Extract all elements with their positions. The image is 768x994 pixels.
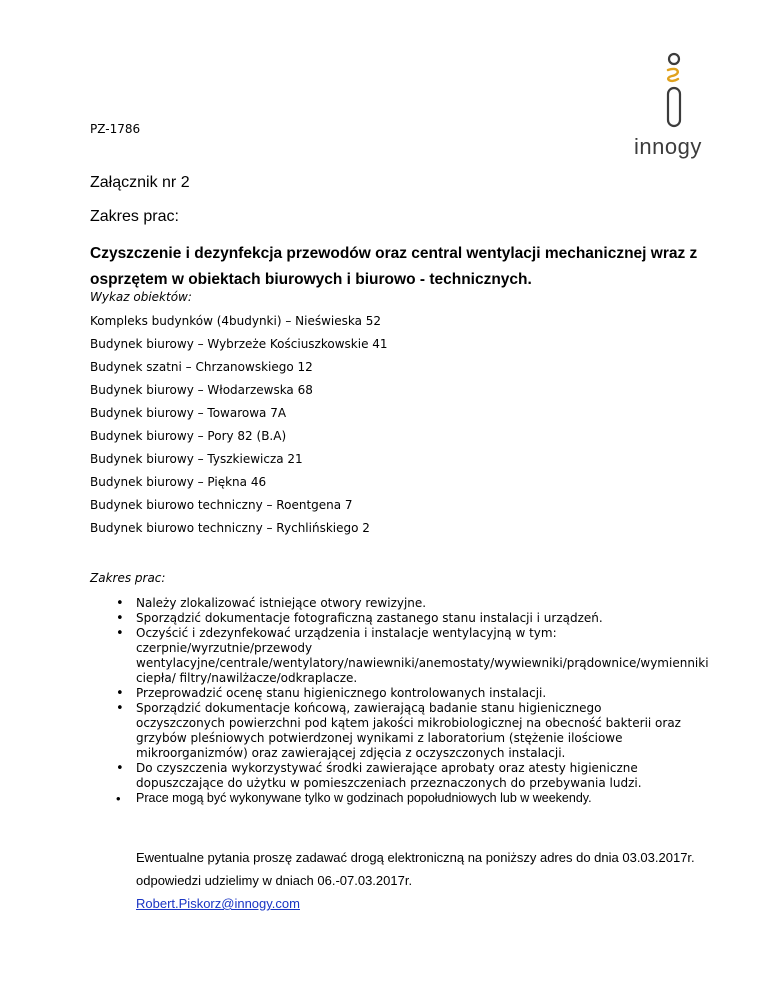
annex-number: Załącznik nr 2	[90, 174, 190, 191]
list-item: Budynek szatni – Chrzanowskiego 12	[90, 360, 313, 374]
footer-note	[136, 846, 696, 915]
list-item: Budynek biurowy – Piękna 46	[90, 475, 267, 489]
scope-heading: Zakres prac:	[90, 208, 179, 225]
list-item: Budynek biurowy – Towarowa 7A	[90, 406, 287, 420]
task-item: • Sporządzić dokumentacje fotograficzną zastanego stanu instalacji i urządzeń.	[90, 611, 690, 626]
list-item: Budynek biurowy – Wybrzeże Kościuszkowskie 41	[90, 337, 388, 351]
email-link[interactable]: Robert.Piskorz@innogy.com	[136, 896, 300, 911]
task-item: • Do czyszczenia wykorzystywać środki zawierające aprobaty oraz atesty higieniczne dopuszczające do użytku w pomieszczeniach przeznaczonych do przebywania ludzi.	[90, 761, 690, 791]
list-item: Budynek biurowy – Tyszkiewicza 21	[90, 452, 303, 466]
list-item: Kompleks budynków (4budynki) – Nieświeska 52	[90, 314, 382, 328]
footer-text: Ewentualne pytania proszę zadawać drogą elektroniczną na poniższy adres do dnia 03.03.2017r. odpowiedzi udzielimy w dniach 06.-07.03.2017r.	[136, 850, 695, 888]
logo-wordmark: innogy	[634, 134, 702, 159]
list-item: Budynek biurowy – Pory 82 (B.A)	[90, 429, 287, 443]
task-item: • Prace mogą być wykonywane tylko w godzinach popołudniowych lub w weekendy.	[90, 791, 690, 806]
tasks-list	[90, 596, 709, 806]
task-item: • Sporządzić dokumentacje końcową, zawierającą badanie stanu higienicznego oczyszczonych powierzchni pod kątem jakości mikrobiologicznej na obecność bakterii oraz grzybów pleśniowych potwierdzonej wynikami z laboratorium (stężenie ilościowe mikroorganizmów) oraz zawierającej zdjęcia z oczyszczonych instalacji.	[90, 701, 690, 761]
document-title: Czyszczenie i dezynfekcja przewodów oraz central wentylacji mechanicznej wraz z osprzętem w obiektach biurowych i biurowo - technicznych.	[90, 245, 698, 288]
scope-label: Zakres prac:	[90, 571, 166, 585]
list-item: Budynek biurowo techniczny – Rychlińskiego 2	[90, 521, 370, 535]
objects-label: Wykaz obiektów:	[90, 290, 192, 304]
task-item: • Przeprowadzić ocenę stanu higienicznego kontrolowanych instalacji.	[90, 686, 690, 701]
list-item: Budynek biurowo techniczny – Roentgena 7	[90, 498, 353, 512]
task-item: • Należy zlokalizować istniejące otwory rewizyjne.	[90, 596, 690, 611]
list-item: Budynek biurowy – Włodarzewska 68	[90, 383, 313, 397]
document-id: PZ-1786	[90, 122, 141, 136]
objects-list	[90, 314, 388, 544]
task-item: • Oczyścić i zdezynfekować urządzenia i instalacje wentylacyjną w tym: czerpnie/wyrzutnie/przewody wentylacyjne/centrale/wentylatory/nawiewniki/anemostaty/wywiewniki/prądownice/wymienniki ciepła/ filtry/nawilżacze/odkraplacze.	[90, 626, 690, 686]
